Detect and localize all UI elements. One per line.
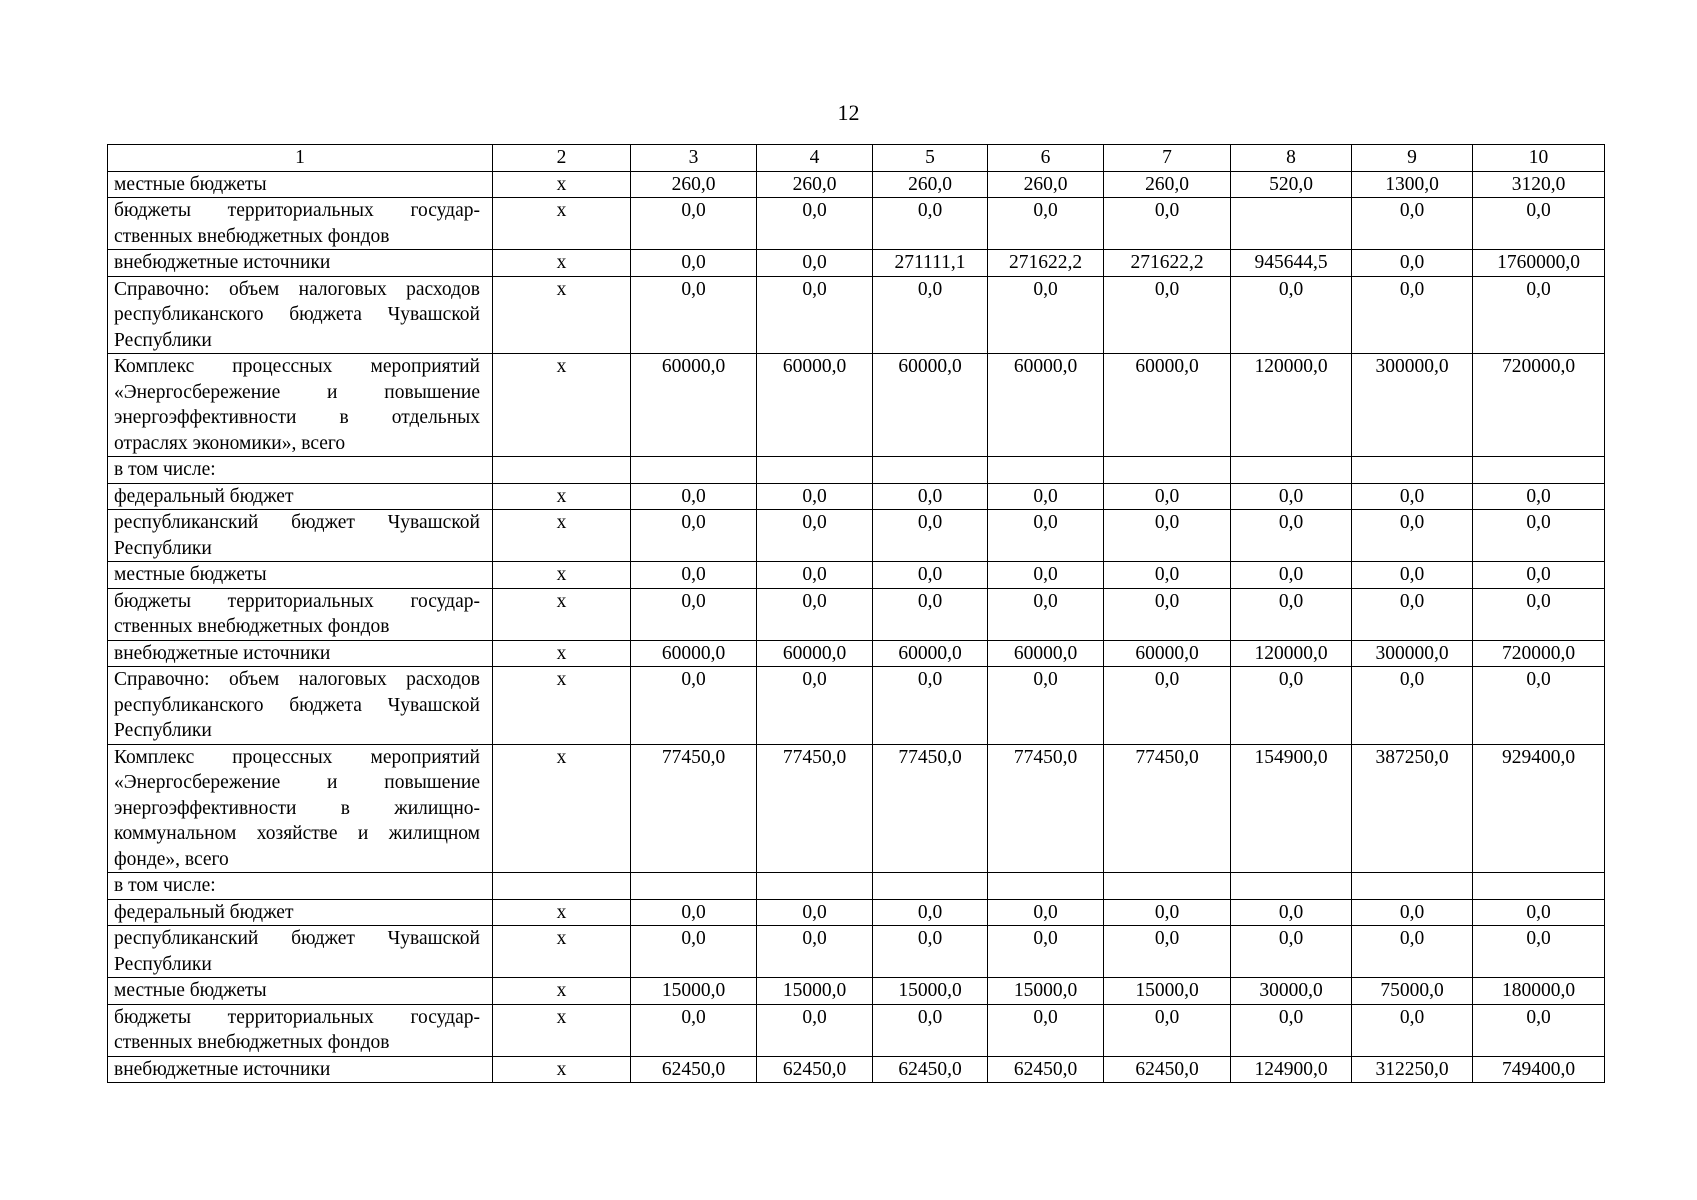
- row-label: республиканский бюджет Чувашской Республики: [108, 510, 493, 562]
- value-cell: 0,0: [988, 562, 1104, 589]
- value-cell: 0,0: [757, 250, 873, 277]
- code-cell: х: [493, 1004, 631, 1056]
- value-cell: 0,0: [1352, 198, 1473, 250]
- row-label: в том числе:: [108, 873, 493, 900]
- row-label: бюджеты территориальных государственных внебюджетных фондов: [108, 1004, 493, 1056]
- page-number: 12: [837, 100, 860, 125]
- value-cell: 260,0: [757, 171, 873, 198]
- value-cell: 120000,0: [1231, 640, 1352, 667]
- column-header-8: 8: [1231, 145, 1352, 172]
- code-cell: х: [493, 978, 631, 1005]
- row-label: местные бюджеты: [108, 562, 493, 589]
- value-cell: 0,0: [1104, 667, 1231, 745]
- table-row: [108, 588, 1605, 640]
- table-row: [108, 198, 1605, 250]
- value-cell: 0,0: [1104, 510, 1231, 562]
- value-cell: 0,0: [988, 510, 1104, 562]
- code-cell: х: [493, 926, 631, 978]
- table-row: [108, 873, 1605, 900]
- row-label: федеральный бюджет: [108, 483, 493, 510]
- value-cell: 60000,0: [757, 640, 873, 667]
- value-cell: 0,0: [1473, 562, 1605, 589]
- value-cell: 0,0: [1104, 926, 1231, 978]
- value-cell: 0,0: [988, 276, 1104, 354]
- value-cell: 945644,5: [1231, 250, 1352, 277]
- row-label: Справочно: объем налоговых расходов республиканского бюджета Чувашской Республики: [108, 667, 493, 745]
- value-cell: 300000,0: [1352, 354, 1473, 457]
- value-cell: 0,0: [1473, 483, 1605, 510]
- value-cell: 60000,0: [631, 354, 757, 457]
- value-cell: 0,0: [631, 483, 757, 510]
- value-cell: 0,0: [988, 926, 1104, 978]
- value-cell: 0,0: [1231, 588, 1352, 640]
- code-cell: х: [493, 562, 631, 589]
- value-cell: 0,0: [873, 198, 988, 250]
- value-cell: 0,0: [631, 198, 757, 250]
- table-row: [108, 978, 1605, 1005]
- value-cell: 0,0: [1352, 562, 1473, 589]
- value-cell: [988, 457, 1104, 484]
- value-cell: [757, 457, 873, 484]
- value-cell: 0,0: [631, 562, 757, 589]
- row-label: Комплекс процессных мероприятий «Энергосбережение и повышение энергоэффективности в жилищно-коммунальном хозяйстве и жилищном фонде», всего: [108, 744, 493, 873]
- value-cell: 1760000,0: [1473, 250, 1605, 277]
- code-cell: х: [493, 899, 631, 926]
- value-cell: 60000,0: [631, 640, 757, 667]
- value-cell: 75000,0: [1352, 978, 1473, 1005]
- value-cell: 0,0: [1231, 899, 1352, 926]
- value-cell: 929400,0: [1473, 744, 1605, 873]
- value-cell: 271622,2: [1104, 250, 1231, 277]
- value-cell: [631, 873, 757, 900]
- value-cell: 15000,0: [1104, 978, 1231, 1005]
- value-cell: 0,0: [873, 562, 988, 589]
- table-row: [108, 276, 1605, 354]
- value-cell: 0,0: [988, 198, 1104, 250]
- value-cell: [757, 873, 873, 900]
- value-cell: 0,0: [757, 899, 873, 926]
- value-cell: [1231, 457, 1352, 484]
- table-row: [108, 354, 1605, 457]
- value-cell: 0,0: [988, 1004, 1104, 1056]
- value-cell: 0,0: [1104, 1004, 1231, 1056]
- value-cell: 0,0: [1473, 667, 1605, 745]
- value-cell: 60000,0: [988, 640, 1104, 667]
- value-cell: 0,0: [1473, 926, 1605, 978]
- value-cell: 0,0: [1231, 276, 1352, 354]
- code-cell: х: [493, 354, 631, 457]
- value-cell: 0,0: [757, 276, 873, 354]
- value-cell: 0,0: [1352, 667, 1473, 745]
- value-cell: 271111,1: [873, 250, 988, 277]
- value-cell: 15000,0: [631, 978, 757, 1005]
- value-cell: [1473, 457, 1605, 484]
- value-cell: 0,0: [1352, 926, 1473, 978]
- value-cell: 0,0: [1104, 276, 1231, 354]
- row-label: бюджеты территориальных государственных внебюджетных фондов: [108, 588, 493, 640]
- value-cell: 0,0: [757, 667, 873, 745]
- row-label: внебюджетные источники: [108, 1056, 493, 1083]
- column-header-9: 9: [1352, 145, 1473, 172]
- value-cell: 0,0: [1352, 276, 1473, 354]
- value-cell: 77450,0: [1104, 744, 1231, 873]
- value-cell: 0,0: [1231, 510, 1352, 562]
- value-cell: 0,0: [757, 198, 873, 250]
- value-cell: [1104, 873, 1231, 900]
- value-cell: 260,0: [1104, 171, 1231, 198]
- value-cell: [873, 873, 988, 900]
- value-cell: 60000,0: [873, 640, 988, 667]
- value-cell: 62450,0: [631, 1056, 757, 1083]
- value-cell: 1300,0: [1352, 171, 1473, 198]
- value-cell: 15000,0: [873, 978, 988, 1005]
- value-cell: 0,0: [1473, 588, 1605, 640]
- value-cell: 60000,0: [873, 354, 988, 457]
- value-cell: 0,0: [873, 483, 988, 510]
- value-cell: 720000,0: [1473, 640, 1605, 667]
- value-cell: 0,0: [1104, 588, 1231, 640]
- row-label: местные бюджеты: [108, 978, 493, 1005]
- value-cell: [1104, 457, 1231, 484]
- column-header-5: 5: [873, 145, 988, 172]
- column-header-7: 7: [1104, 145, 1231, 172]
- table-row: [108, 562, 1605, 589]
- value-cell: 0,0: [757, 926, 873, 978]
- value-cell: 520,0: [1231, 171, 1352, 198]
- value-cell: 260,0: [631, 171, 757, 198]
- code-cell: [493, 457, 631, 484]
- value-cell: 60000,0: [757, 354, 873, 457]
- value-cell: 0,0: [1352, 588, 1473, 640]
- value-cell: 0,0: [1231, 483, 1352, 510]
- row-label: внебюджетные источники: [108, 640, 493, 667]
- table-body: [108, 171, 1605, 1083]
- value-cell: 77450,0: [873, 744, 988, 873]
- column-header-2: 2: [493, 145, 631, 172]
- row-label: республиканский бюджет Чувашской Республики: [108, 926, 493, 978]
- value-cell: 15000,0: [757, 978, 873, 1005]
- column-header-4: 4: [757, 145, 873, 172]
- value-cell: 0,0: [873, 276, 988, 354]
- value-cell: 0,0: [988, 667, 1104, 745]
- code-cell: х: [493, 1056, 631, 1083]
- value-cell: 0,0: [1473, 1004, 1605, 1056]
- value-cell: 0,0: [1352, 899, 1473, 926]
- row-label: федеральный бюджет: [108, 899, 493, 926]
- value-cell: 0,0: [631, 1004, 757, 1056]
- value-cell: 0,0: [988, 483, 1104, 510]
- code-cell: х: [493, 640, 631, 667]
- value-cell: 0,0: [1352, 483, 1473, 510]
- value-cell: 0,0: [1473, 510, 1605, 562]
- table-row: [108, 510, 1605, 562]
- value-cell: 154900,0: [1231, 744, 1352, 873]
- value-cell: 0,0: [873, 510, 988, 562]
- value-cell: 0,0: [1104, 899, 1231, 926]
- row-label: в том числе:: [108, 457, 493, 484]
- column-header-10: 10: [1473, 145, 1605, 172]
- value-cell: [988, 873, 1104, 900]
- code-cell: [493, 873, 631, 900]
- value-cell: 180000,0: [1473, 978, 1605, 1005]
- code-cell: х: [493, 171, 631, 198]
- code-cell: х: [493, 744, 631, 873]
- value-cell: 62450,0: [1104, 1056, 1231, 1083]
- value-cell: [1231, 198, 1352, 250]
- value-cell: 720000,0: [1473, 354, 1605, 457]
- value-cell: 0,0: [1231, 1004, 1352, 1056]
- value-cell: 60000,0: [988, 354, 1104, 457]
- value-cell: 0,0: [1104, 198, 1231, 250]
- table-row: [108, 899, 1605, 926]
- value-cell: 0,0: [873, 667, 988, 745]
- value-cell: 0,0: [757, 562, 873, 589]
- row-label: бюджеты территориальных государственных внебюджетных фондов: [108, 198, 493, 250]
- value-cell: 0,0: [757, 510, 873, 562]
- value-cell: 260,0: [873, 171, 988, 198]
- value-cell: 749400,0: [1473, 1056, 1605, 1083]
- value-cell: [1352, 457, 1473, 484]
- value-cell: 0,0: [1352, 250, 1473, 277]
- column-header-1: 1: [108, 145, 493, 172]
- value-cell: 120000,0: [1231, 354, 1352, 457]
- row-label: Комплекс процессных мероприятий «Энергосбережение и повышение энергоэффективности в отдельных отраслях экономики», всего: [108, 354, 493, 457]
- table-row: [108, 250, 1605, 277]
- table-row: [108, 926, 1605, 978]
- value-cell: 60000,0: [1104, 354, 1231, 457]
- value-cell: 0,0: [631, 588, 757, 640]
- value-cell: 271622,2: [988, 250, 1104, 277]
- value-cell: 0,0: [1352, 1004, 1473, 1056]
- value-cell: 0,0: [988, 899, 1104, 926]
- row-label: местные бюджеты: [108, 171, 493, 198]
- row-label: внебюджетные источники: [108, 250, 493, 277]
- value-cell: 0,0: [631, 926, 757, 978]
- code-cell: х: [493, 198, 631, 250]
- value-cell: 15000,0: [988, 978, 1104, 1005]
- value-cell: 0,0: [988, 588, 1104, 640]
- value-cell: 0,0: [757, 1004, 873, 1056]
- value-cell: 3120,0: [1473, 171, 1605, 198]
- value-cell: 300000,0: [1352, 640, 1473, 667]
- code-cell: х: [493, 250, 631, 277]
- code-cell: х: [493, 483, 631, 510]
- value-cell: 30000,0: [1231, 978, 1352, 1005]
- value-cell: 62450,0: [757, 1056, 873, 1083]
- value-cell: 62450,0: [988, 1056, 1104, 1083]
- value-cell: 0,0: [631, 510, 757, 562]
- code-cell: х: [493, 667, 631, 745]
- value-cell: 0,0: [873, 926, 988, 978]
- value-cell: [1473, 873, 1605, 900]
- column-header-6: 6: [988, 145, 1104, 172]
- value-cell: 0,0: [757, 483, 873, 510]
- value-cell: 0,0: [1231, 667, 1352, 745]
- value-cell: 60000,0: [1104, 640, 1231, 667]
- table-row: [108, 1004, 1605, 1056]
- table-row: [108, 640, 1605, 667]
- value-cell: 0,0: [1352, 510, 1473, 562]
- table-row: [108, 667, 1605, 745]
- value-cell: 0,0: [631, 250, 757, 277]
- value-cell: [873, 457, 988, 484]
- budget-table: [107, 144, 1605, 1083]
- column-header-3: 3: [631, 145, 757, 172]
- value-cell: 0,0: [1473, 198, 1605, 250]
- table-row: [108, 483, 1605, 510]
- value-cell: 0,0: [631, 667, 757, 745]
- table-row: [108, 1056, 1605, 1083]
- value-cell: 77450,0: [757, 744, 873, 873]
- value-cell: 0,0: [1231, 562, 1352, 589]
- table-row: [108, 171, 1605, 198]
- row-label: Справочно: объем налоговых расходов республиканского бюджета Чувашской Республики: [108, 276, 493, 354]
- value-cell: 124900,0: [1231, 1056, 1352, 1083]
- value-cell: 0,0: [873, 899, 988, 926]
- value-cell: 260,0: [988, 171, 1104, 198]
- value-cell: 0,0: [1104, 562, 1231, 589]
- value-cell: 0,0: [1231, 926, 1352, 978]
- value-cell: 312250,0: [1352, 1056, 1473, 1083]
- value-cell: [631, 457, 757, 484]
- table-header-row: [108, 145, 1605, 172]
- code-cell: х: [493, 588, 631, 640]
- value-cell: 0,0: [631, 276, 757, 354]
- value-cell: [1231, 873, 1352, 900]
- value-cell: 0,0: [757, 588, 873, 640]
- value-cell: 0,0: [873, 1004, 988, 1056]
- table-row: [108, 744, 1605, 873]
- value-cell: [1352, 873, 1473, 900]
- value-cell: 0,0: [1473, 276, 1605, 354]
- value-cell: 77450,0: [988, 744, 1104, 873]
- value-cell: 0,0: [631, 899, 757, 926]
- value-cell: 0,0: [873, 588, 988, 640]
- value-cell: 0,0: [1473, 899, 1605, 926]
- value-cell: 0,0: [1104, 483, 1231, 510]
- code-cell: х: [493, 510, 631, 562]
- code-cell: х: [493, 276, 631, 354]
- table-row: [108, 457, 1605, 484]
- value-cell: 62450,0: [873, 1056, 988, 1083]
- value-cell: 77450,0: [631, 744, 757, 873]
- value-cell: 387250,0: [1352, 744, 1473, 873]
